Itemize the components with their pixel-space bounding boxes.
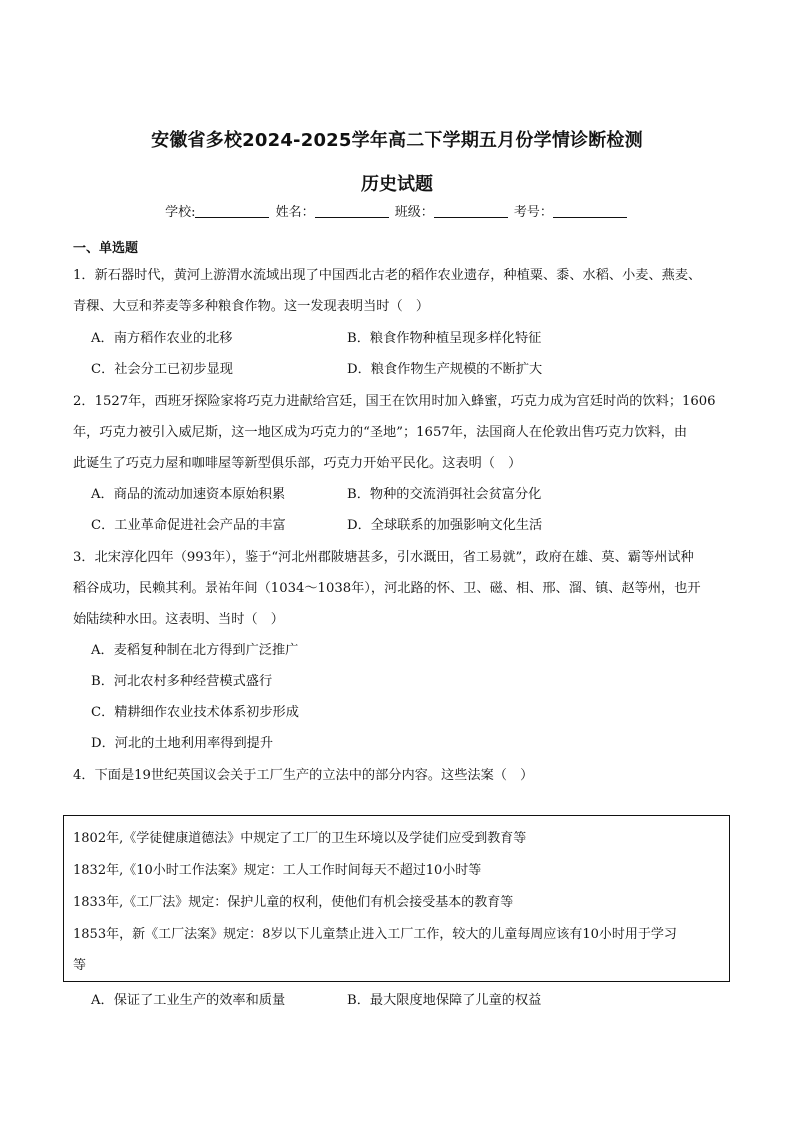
section-title: 一、单选题 xyxy=(73,241,139,256)
legislation-item-1832: 1832年,《10小时工作法案》规定：工人工作时间每天不超过10小时等 xyxy=(73,863,482,878)
question-2-line-2: 年，巧克力被引入威尼斯，这一地区成为巧克力的“圣地”；1657年，法国商人在伦敦出售巧克力饮料，由 xyxy=(73,425,688,440)
school-label: 学校: xyxy=(165,205,196,220)
legislation-item-1833: 1833年,《工厂法》规定：保护儿童的权利，使他们有机会接受基本的教育等 xyxy=(73,895,514,910)
question-2-option-a[interactable]: A．商品的流动加速资本原始积累 xyxy=(91,487,286,502)
legislation-item-1853: 1853年，新《工厂法案》规定：8岁以下儿童禁止进入工厂工作，较大的儿童每周应该有10小时用于学习 xyxy=(73,927,677,942)
name-blank[interactable] xyxy=(315,205,389,218)
exam-title: 安徽省多校2024-2025学年高二下学期五月份学情诊断检测 xyxy=(151,130,643,151)
question-2-option-d[interactable]: D．全球联系的加强影响文化生活 xyxy=(347,518,543,533)
question-3-option-d[interactable]: D．河北的土地利用率得到提升 xyxy=(91,736,274,751)
question-3-line-1: 3．北宋淳化四年（993年），鉴于“河北州郡陂塘甚多，引水溉田，省工易就”，政府在雄、莫、霸等州试种 xyxy=(73,550,694,565)
question-3-line-2: 稻谷成功，民赖其利。景祐年间（1034～1038年），河北路的怀、卫、磁、相、邢、溜、镇、赵等州，也开 xyxy=(73,581,701,596)
question-1-line-2: 青稞、大豆和荞麦等多种粮食作物。这一发现表明当时（ ） xyxy=(73,299,430,314)
school-blank[interactable] xyxy=(195,205,269,218)
question-4-line-1: 4．下面是19世纪英国议会关于工厂生产的立法中的部分内容。这些法案（ ） xyxy=(73,768,534,783)
question-1-line-1: 1．新石器时代，黄河上游渭水流域出现了中国西北古老的稻作农业遗存，种植粟、黍、水稻、小麦、燕麦、 xyxy=(73,268,702,283)
legislation-item-1853-cont: 等 xyxy=(73,958,87,973)
legislation-item-1802: 1802年,《学徒健康道德法》中规定了工厂的卫生环境以及学徒们应受到教育等 xyxy=(73,831,527,846)
question-2-option-b[interactable]: B．物种的交流消弭社会贫富分化 xyxy=(347,487,542,502)
question-3-option-a[interactable]: A．麦稻复种制在北方得到广泛推广 xyxy=(91,643,299,658)
name-label: 姓名： xyxy=(275,205,315,220)
question-1-option-b[interactable]: B．粮食作物种植呈现多样化特征 xyxy=(347,331,542,346)
question-3-option-c[interactable]: C．精耕细作农业技术体系初步形成 xyxy=(91,705,299,720)
question-4-option-b[interactable]: B．最大限度地保障了儿童的权益 xyxy=(347,993,542,1008)
legislation-box xyxy=(63,815,730,982)
exam-subtitle: 历史试题 xyxy=(361,174,433,195)
student-info-line xyxy=(0,201,794,220)
question-1-option-a[interactable]: A．南方稻作农业的北移 xyxy=(91,331,233,346)
question-2-line-1: 2．1527年，西班牙探险家将巧克力进献给宫廷，国王在饮用时加入蜂蜜，巧克力成为宫廷时尚的饮料；1606 xyxy=(73,394,716,409)
question-3-option-b[interactable]: B．河北农村多种经营模式盛行 xyxy=(91,674,273,689)
question-2-option-c[interactable]: C．工业革命促进社会产品的丰富 xyxy=(91,518,286,533)
question-3-line-3: 始陆续种水田。这表明、当时（ ） xyxy=(73,612,284,627)
question-1-option-d[interactable]: D．粮食作物生产规模的不断扩大 xyxy=(347,362,543,377)
exam-number-label: 考号： xyxy=(513,205,553,220)
question-1-option-c[interactable]: C．社会分工已初步显现 xyxy=(91,362,233,377)
class-label: 班级： xyxy=(394,205,434,220)
class-blank[interactable] xyxy=(434,205,508,218)
exam-number-blank[interactable] xyxy=(553,205,627,218)
question-2-line-3: 此诞生了巧克力屋和咖啡屋等新型俱乐部，巧克力开始平民化。这表明（ ） xyxy=(73,456,522,471)
question-4-option-a[interactable]: A．保证了工业生产的效率和质量 xyxy=(91,993,286,1008)
